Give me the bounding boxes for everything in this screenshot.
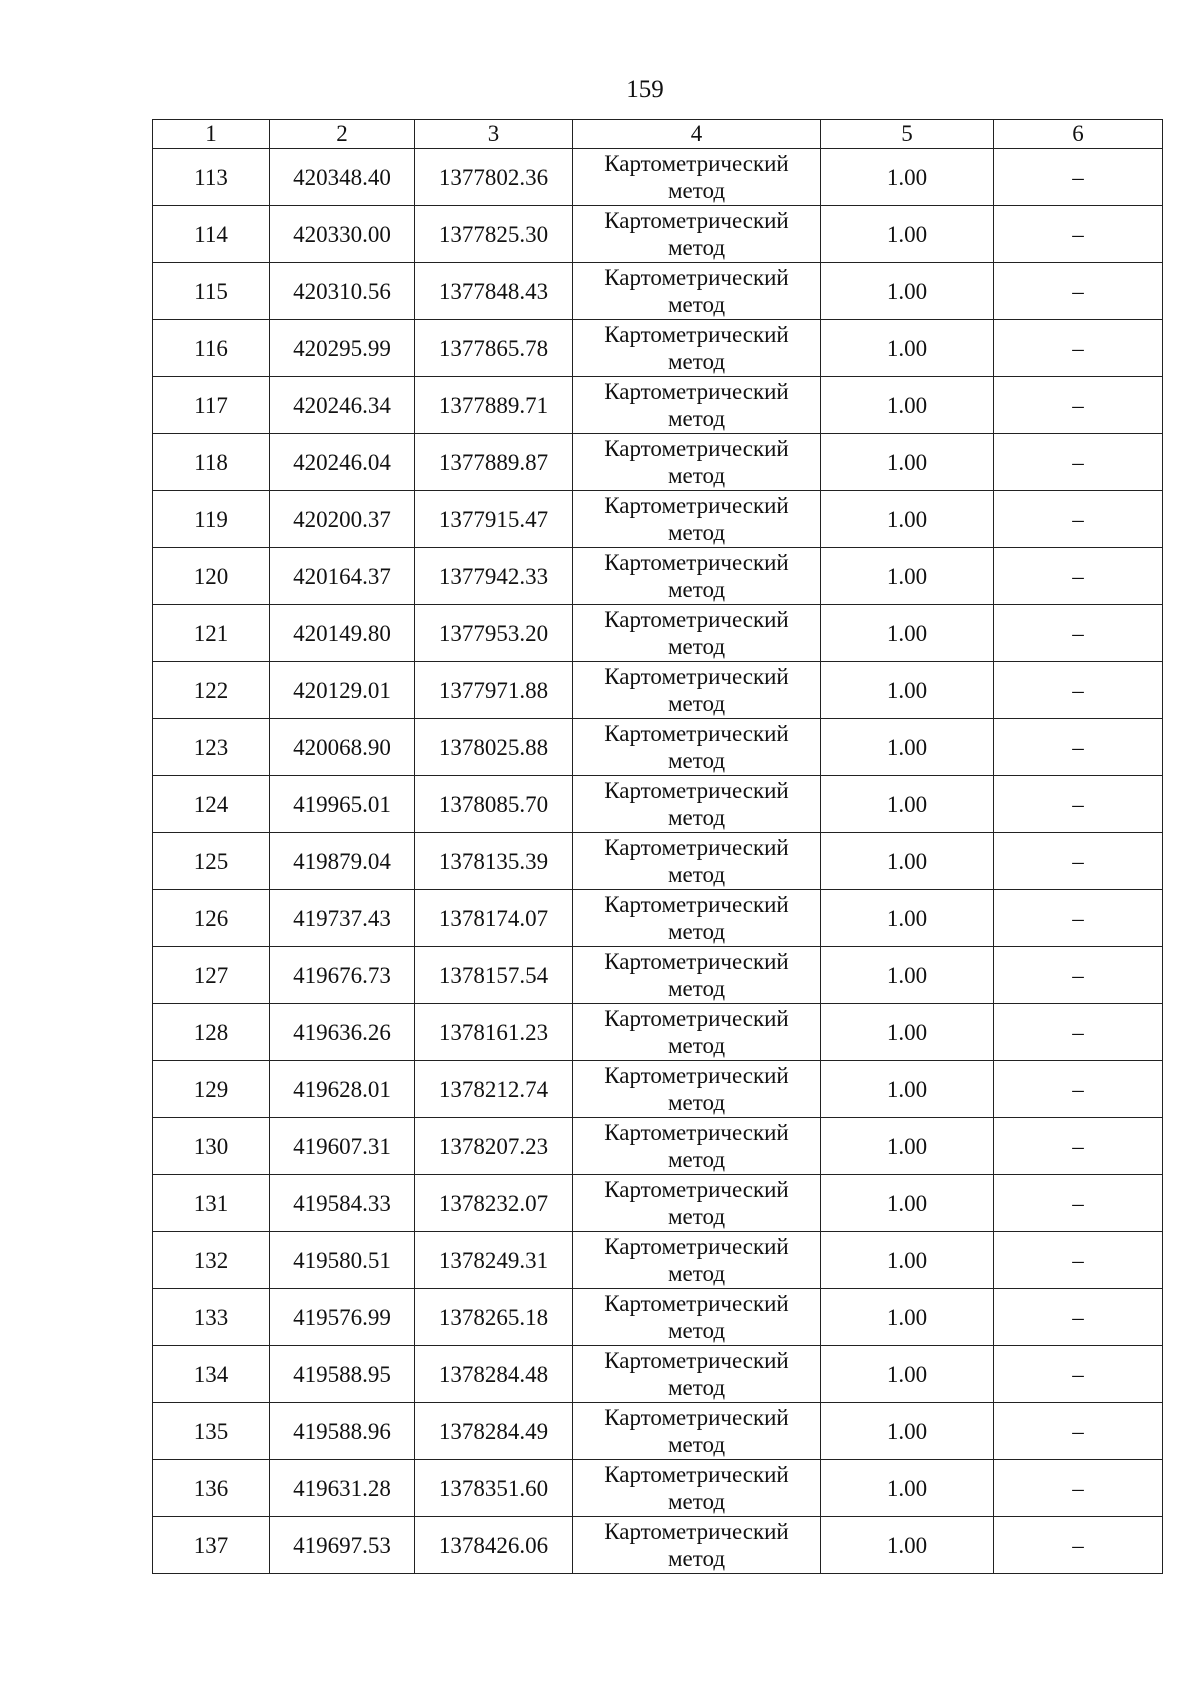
y-coordinate-cell: 1378284.49 bbox=[415, 1403, 573, 1460]
method-line-2: метод bbox=[667, 292, 726, 317]
y-coordinate-cell: 1377942.33 bbox=[415, 548, 573, 605]
method-cell bbox=[573, 890, 821, 947]
method-cell bbox=[573, 491, 821, 548]
note-cell: – bbox=[994, 1232, 1163, 1289]
method-line-1: Картометрический bbox=[604, 664, 789, 689]
x-coordinate-cell: 419584.33 bbox=[270, 1175, 415, 1232]
accuracy-cell: 1.00 bbox=[821, 776, 994, 833]
x-coordinate-cell: 419636.26 bbox=[270, 1004, 415, 1061]
accuracy-cell: 1.00 bbox=[821, 149, 994, 206]
method-line-1: Картометрический bbox=[604, 1291, 789, 1316]
y-coordinate-cell: 1378351.60 bbox=[415, 1460, 573, 1517]
y-coordinate-cell: 1378232.07 bbox=[415, 1175, 573, 1232]
table-row bbox=[153, 1460, 1163, 1517]
method-line-1: Картометрический bbox=[604, 1063, 789, 1088]
accuracy-cell: 1.00 bbox=[821, 1232, 994, 1289]
method-line-1: Картометрический bbox=[604, 892, 789, 917]
table-row bbox=[153, 1232, 1163, 1289]
point-number-cell: 121 bbox=[153, 605, 270, 662]
table-row bbox=[153, 377, 1163, 434]
method-line-1: Картометрический bbox=[604, 1120, 789, 1145]
accuracy-cell: 1.00 bbox=[821, 605, 994, 662]
y-coordinate-cell: 1378207.23 bbox=[415, 1118, 573, 1175]
method-line-1: Картометрический bbox=[604, 1177, 789, 1202]
y-coordinate-cell: 1378212.74 bbox=[415, 1061, 573, 1118]
method-line-2: метод bbox=[667, 634, 726, 659]
method-line-1: Картометрический bbox=[604, 1006, 789, 1031]
point-number-cell: 118 bbox=[153, 434, 270, 491]
y-coordinate-cell: 1378161.23 bbox=[415, 1004, 573, 1061]
point-number-cell: 128 bbox=[153, 1004, 270, 1061]
accuracy-cell: 1.00 bbox=[821, 1460, 994, 1517]
table-row bbox=[153, 947, 1163, 1004]
table-row bbox=[153, 662, 1163, 719]
table-row bbox=[153, 605, 1163, 662]
note-cell: – bbox=[994, 377, 1163, 434]
method-line-2: метод bbox=[667, 1033, 726, 1058]
table-row bbox=[153, 1517, 1163, 1574]
header-cell: 5 bbox=[821, 120, 994, 149]
note-cell: – bbox=[994, 1004, 1163, 1061]
x-coordinate-cell: 419588.95 bbox=[270, 1346, 415, 1403]
point-number-cell: 130 bbox=[153, 1118, 270, 1175]
accuracy-cell: 1.00 bbox=[821, 434, 994, 491]
table-row bbox=[153, 776, 1163, 833]
table-row bbox=[153, 491, 1163, 548]
accuracy-cell: 1.00 bbox=[821, 548, 994, 605]
accuracy-cell: 1.00 bbox=[821, 1289, 994, 1346]
method-cell bbox=[573, 548, 821, 605]
method-cell bbox=[573, 263, 821, 320]
note-cell: – bbox=[994, 719, 1163, 776]
point-number-cell: 133 bbox=[153, 1289, 270, 1346]
method-line-1: Картометрический bbox=[604, 949, 789, 974]
note-cell: – bbox=[994, 491, 1163, 548]
method-line-2: метод bbox=[667, 463, 726, 488]
method-line-1: Картометрический bbox=[604, 1348, 789, 1373]
y-coordinate-cell: 1377825.30 bbox=[415, 206, 573, 263]
table-row bbox=[153, 890, 1163, 947]
method-line-1: Картометрический bbox=[604, 721, 789, 746]
method-line-2: метод bbox=[667, 1261, 726, 1286]
table-row bbox=[153, 1061, 1163, 1118]
header-cell: 4 bbox=[573, 120, 821, 149]
method-cell bbox=[573, 320, 821, 377]
point-number-cell: 125 bbox=[153, 833, 270, 890]
page-number: 159 bbox=[626, 76, 664, 103]
note-cell: – bbox=[994, 548, 1163, 605]
point-number-cell: 134 bbox=[153, 1346, 270, 1403]
method-line-1: Картометрический bbox=[604, 607, 789, 632]
accuracy-cell: 1.00 bbox=[821, 263, 994, 320]
x-coordinate-cell: 419676.73 bbox=[270, 947, 415, 1004]
x-coordinate-cell: 420068.90 bbox=[270, 719, 415, 776]
point-number-cell: 117 bbox=[153, 377, 270, 434]
method-cell bbox=[573, 605, 821, 662]
x-coordinate-cell: 419628.01 bbox=[270, 1061, 415, 1118]
note-cell: – bbox=[994, 662, 1163, 719]
method-cell bbox=[573, 719, 821, 776]
accuracy-cell: 1.00 bbox=[821, 947, 994, 1004]
point-number-cell: 124 bbox=[153, 776, 270, 833]
y-coordinate-cell: 1378426.06 bbox=[415, 1517, 573, 1574]
note-cell: – bbox=[994, 776, 1163, 833]
method-cell bbox=[573, 1289, 821, 1346]
table-row bbox=[153, 1004, 1163, 1061]
table-row bbox=[153, 1118, 1163, 1175]
header-cell: 3 bbox=[415, 120, 573, 149]
method-cell bbox=[573, 434, 821, 491]
header-cell: 1 bbox=[153, 120, 270, 149]
note-cell: – bbox=[994, 1175, 1163, 1232]
table-row bbox=[153, 434, 1163, 491]
table-row bbox=[153, 833, 1163, 890]
method-line-1: Картометрический bbox=[604, 1405, 789, 1430]
accuracy-cell: 1.00 bbox=[821, 719, 994, 776]
method-line-1: Картометрический bbox=[604, 550, 789, 575]
accuracy-cell: 1.00 bbox=[821, 1403, 994, 1460]
method-cell bbox=[573, 662, 821, 719]
x-coordinate-cell: 420200.37 bbox=[270, 491, 415, 548]
y-coordinate-cell: 1378174.07 bbox=[415, 890, 573, 947]
y-coordinate-cell: 1377953.20 bbox=[415, 605, 573, 662]
y-coordinate-cell: 1377915.47 bbox=[415, 491, 573, 548]
x-coordinate-cell: 420330.00 bbox=[270, 206, 415, 263]
accuracy-cell: 1.00 bbox=[821, 890, 994, 947]
point-number-cell: 123 bbox=[153, 719, 270, 776]
note-cell: – bbox=[994, 947, 1163, 1004]
point-number-cell: 136 bbox=[153, 1460, 270, 1517]
method-cell bbox=[573, 206, 821, 263]
note-cell: – bbox=[994, 1346, 1163, 1403]
note-cell: – bbox=[994, 833, 1163, 890]
method-line-1: Картометрический bbox=[604, 208, 789, 233]
method-line-2: метод bbox=[667, 520, 726, 545]
table-row bbox=[153, 206, 1163, 263]
point-number-cell: 126 bbox=[153, 890, 270, 947]
method-line-2: метод bbox=[667, 1090, 726, 1115]
point-number-cell: 127 bbox=[153, 947, 270, 1004]
x-coordinate-cell: 420129.01 bbox=[270, 662, 415, 719]
method-line-1: Картометрический bbox=[604, 265, 789, 290]
method-line-2: метод bbox=[667, 178, 726, 203]
y-coordinate-cell: 1378249.31 bbox=[415, 1232, 573, 1289]
y-coordinate-cell: 1378157.54 bbox=[415, 947, 573, 1004]
y-coordinate-cell: 1377971.88 bbox=[415, 662, 573, 719]
x-coordinate-cell: 420246.34 bbox=[270, 377, 415, 434]
x-coordinate-cell: 419697.53 bbox=[270, 1517, 415, 1574]
accuracy-cell: 1.00 bbox=[821, 320, 994, 377]
accuracy-cell: 1.00 bbox=[821, 206, 994, 263]
y-coordinate-cell: 1378284.48 bbox=[415, 1346, 573, 1403]
method-line-2: метод bbox=[667, 235, 726, 260]
y-coordinate-cell: 1377848.43 bbox=[415, 263, 573, 320]
accuracy-cell: 1.00 bbox=[821, 491, 994, 548]
method-line-2: метод bbox=[667, 1546, 726, 1571]
note-cell: – bbox=[994, 1289, 1163, 1346]
method-line-1: Картометрический bbox=[604, 322, 789, 347]
method-line-2: метод bbox=[667, 691, 726, 716]
table-row bbox=[153, 320, 1163, 377]
method-cell bbox=[573, 833, 821, 890]
header-cell: 6 bbox=[994, 120, 1163, 149]
point-number-cell: 131 bbox=[153, 1175, 270, 1232]
y-coordinate-cell: 1377802.36 bbox=[415, 149, 573, 206]
table-row bbox=[153, 1289, 1163, 1346]
table-row bbox=[153, 719, 1163, 776]
method-cell bbox=[573, 1004, 821, 1061]
method-line-2: метод bbox=[667, 976, 726, 1001]
x-coordinate-cell: 420149.80 bbox=[270, 605, 415, 662]
y-coordinate-cell: 1378085.70 bbox=[415, 776, 573, 833]
accuracy-cell: 1.00 bbox=[821, 1118, 994, 1175]
header-cell: 2 bbox=[270, 120, 415, 149]
x-coordinate-cell: 419588.96 bbox=[270, 1403, 415, 1460]
note-cell: – bbox=[994, 149, 1163, 206]
note-cell: – bbox=[994, 434, 1163, 491]
method-line-2: метод bbox=[667, 577, 726, 602]
table-row bbox=[153, 1346, 1163, 1403]
method-cell bbox=[573, 1061, 821, 1118]
table-row bbox=[153, 1175, 1163, 1232]
accuracy-cell: 1.00 bbox=[821, 1175, 994, 1232]
note-cell: – bbox=[994, 263, 1163, 320]
y-coordinate-cell: 1378025.88 bbox=[415, 719, 573, 776]
x-coordinate-cell: 419965.01 bbox=[270, 776, 415, 833]
x-coordinate-cell: 419607.31 bbox=[270, 1118, 415, 1175]
note-cell: – bbox=[994, 1118, 1163, 1175]
method-line-2: метод bbox=[667, 805, 726, 830]
note-cell: – bbox=[994, 1517, 1163, 1574]
method-line-2: метод bbox=[667, 1147, 726, 1172]
method-line-2: метод bbox=[667, 1318, 726, 1343]
method-line-1: Картометрический bbox=[604, 436, 789, 461]
note-cell: – bbox=[994, 1061, 1163, 1118]
method-line-2: метод bbox=[667, 1432, 726, 1457]
method-line-1: Картометрический bbox=[604, 379, 789, 404]
note-cell: – bbox=[994, 1403, 1163, 1460]
method-line-2: метод bbox=[667, 1375, 726, 1400]
x-coordinate-cell: 420164.37 bbox=[270, 548, 415, 605]
point-number-cell: 120 bbox=[153, 548, 270, 605]
method-line-1: Картометрический bbox=[604, 1462, 789, 1487]
note-cell: – bbox=[994, 320, 1163, 377]
y-coordinate-cell: 1378265.18 bbox=[415, 1289, 573, 1346]
method-cell bbox=[573, 1403, 821, 1460]
method-line-2: метод bbox=[667, 406, 726, 431]
x-coordinate-cell: 419631.28 bbox=[270, 1460, 415, 1517]
table-row bbox=[153, 263, 1163, 320]
point-number-cell: 129 bbox=[153, 1061, 270, 1118]
accuracy-cell: 1.00 bbox=[821, 833, 994, 890]
table-row bbox=[153, 548, 1163, 605]
y-coordinate-cell: 1377865.78 bbox=[415, 320, 573, 377]
method-cell bbox=[573, 1118, 821, 1175]
table-body bbox=[153, 149, 1163, 1574]
point-number-cell: 116 bbox=[153, 320, 270, 377]
accuracy-cell: 1.00 bbox=[821, 377, 994, 434]
x-coordinate-cell: 419879.04 bbox=[270, 833, 415, 890]
method-cell bbox=[573, 776, 821, 833]
point-number-cell: 132 bbox=[153, 1232, 270, 1289]
method-line-1: Картометрический bbox=[604, 835, 789, 860]
method-line-1: Картометрический bbox=[604, 778, 789, 803]
method-cell bbox=[573, 1460, 821, 1517]
method-cell bbox=[573, 947, 821, 1004]
table-row bbox=[153, 149, 1163, 206]
method-line-1: Картометрический bbox=[604, 1234, 789, 1259]
method-cell bbox=[573, 149, 821, 206]
accuracy-cell: 1.00 bbox=[821, 1346, 994, 1403]
accuracy-cell: 1.00 bbox=[821, 1061, 994, 1118]
x-coordinate-cell: 420246.04 bbox=[270, 434, 415, 491]
header-row bbox=[153, 120, 1163, 149]
y-coordinate-cell: 1377889.71 bbox=[415, 377, 573, 434]
point-number-cell: 122 bbox=[153, 662, 270, 719]
method-cell bbox=[573, 1175, 821, 1232]
method-line-1: Картометрический bbox=[604, 151, 789, 176]
method-line-2: метод bbox=[667, 349, 726, 374]
point-number-cell: 135 bbox=[153, 1403, 270, 1460]
accuracy-cell: 1.00 bbox=[821, 1517, 994, 1574]
x-coordinate-cell: 419580.51 bbox=[270, 1232, 415, 1289]
method-line-2: метод bbox=[667, 919, 726, 944]
note-cell: – bbox=[994, 1460, 1163, 1517]
method-cell bbox=[573, 1232, 821, 1289]
y-coordinate-cell: 1378135.39 bbox=[415, 833, 573, 890]
method-line-2: метод bbox=[667, 748, 726, 773]
method-cell bbox=[573, 377, 821, 434]
x-coordinate-cell: 419737.43 bbox=[270, 890, 415, 947]
x-coordinate-cell: 419576.99 bbox=[270, 1289, 415, 1346]
point-number-cell: 119 bbox=[153, 491, 270, 548]
note-cell: – bbox=[994, 890, 1163, 947]
note-cell: – bbox=[994, 206, 1163, 263]
method-line-2: метод bbox=[667, 862, 726, 887]
x-coordinate-cell: 420348.40 bbox=[270, 149, 415, 206]
method-line-2: метод bbox=[667, 1204, 726, 1229]
accuracy-cell: 1.00 bbox=[821, 662, 994, 719]
point-number-cell: 114 bbox=[153, 206, 270, 263]
point-number-cell: 115 bbox=[153, 263, 270, 320]
x-coordinate-cell: 420310.56 bbox=[270, 263, 415, 320]
note-cell: – bbox=[994, 605, 1163, 662]
method-line-1: Картометрический bbox=[604, 493, 789, 518]
method-line-1: Картометрический bbox=[604, 1519, 789, 1544]
method-cell bbox=[573, 1517, 821, 1574]
method-cell bbox=[573, 1346, 821, 1403]
x-coordinate-cell: 420295.99 bbox=[270, 320, 415, 377]
point-number-cell: 137 bbox=[153, 1517, 270, 1574]
point-number-cell: 113 bbox=[153, 149, 270, 206]
method-line-2: метод bbox=[667, 1489, 726, 1514]
coordinates-table bbox=[152, 119, 1163, 1574]
accuracy-cell: 1.00 bbox=[821, 1004, 994, 1061]
y-coordinate-cell: 1377889.87 bbox=[415, 434, 573, 491]
table-row bbox=[153, 1403, 1163, 1460]
